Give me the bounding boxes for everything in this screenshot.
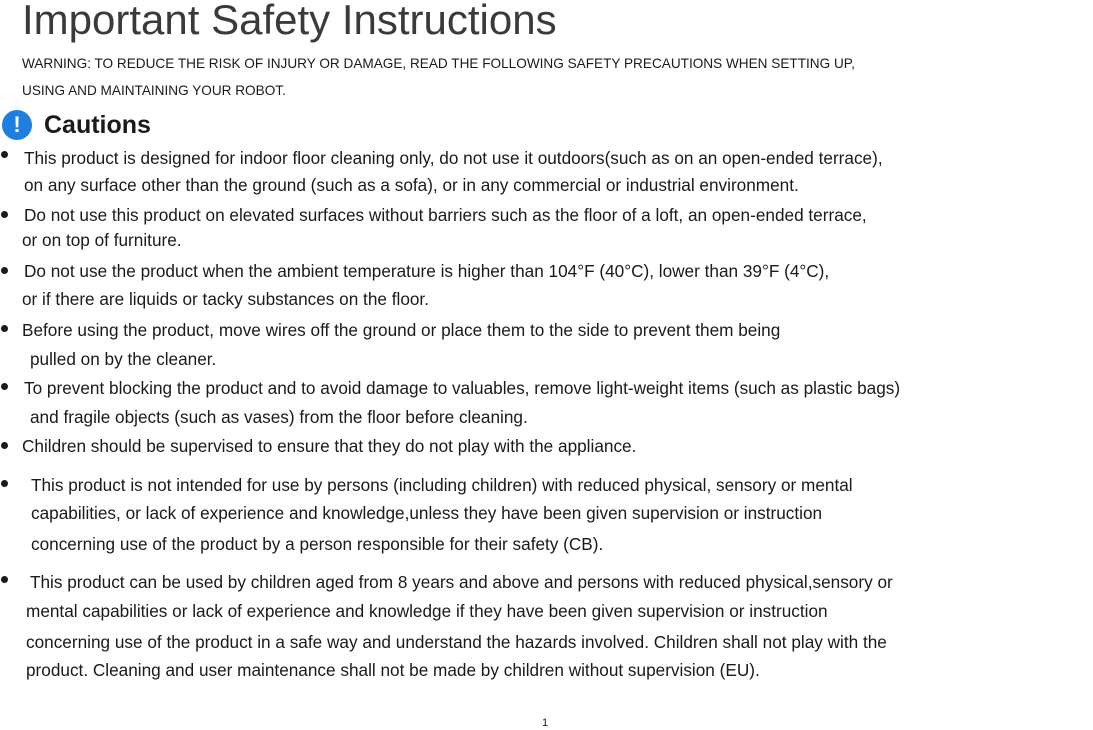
caution-line: Children should be supervised to ensure that they do not play with the appliance.	[22, 436, 637, 456]
caution-line: To prevent blocking the product and to avoid damage to valuables, remove light-weight items (such as plastic bags)	[24, 378, 901, 398]
bullet-dot	[1, 383, 8, 390]
caution-line: product. Cleaning and user maintenance shall not be made by children without supervision (EU).	[26, 660, 760, 680]
caution-line: Before using the product, move wires off the ground or place them to the side to prevent them being	[22, 320, 781, 340]
caution-line: and fragile objects (such as vases) from the floor before cleaning.	[30, 407, 528, 427]
bullet-dot	[1, 211, 8, 218]
caution-line: on any surface other than the ground (such as a sofa), or in any commercial or industrial environment.	[24, 175, 799, 195]
bullet-dot	[1, 267, 8, 274]
bullet-dot	[1, 480, 8, 487]
caution-line: This product can be used by children aged from 8 years and above and persons with reduced physical,sensory or	[30, 572, 893, 592]
bullet-dot	[1, 151, 8, 158]
warning-line-2: USING AND MAINTAINING YOUR ROBOT.	[22, 83, 286, 98]
caution-line: Do not use this product on elevated surfaces without barriers such as the floor of a loft, an open-ended terrace,	[24, 205, 867, 225]
caution-line: or on top of furniture.	[22, 230, 182, 250]
bullet-dot	[1, 325, 8, 332]
caution-line: or if there are liquids or tacky substances on the floor.	[22, 289, 429, 309]
page-number: 1	[542, 717, 549, 729]
caution-line: mental capabilities or lack of experience and knowledge if they have been given supervision or instruction	[26, 601, 828, 621]
caution-line: This product is not intended for use by persons (including children) with reduced physical, sensory or mental	[31, 475, 853, 495]
warning-notice	[22, 50, 1082, 104]
caution-line: This product is designed for indoor floor cleaning only, do not use it outdoors(such as on an open-ended terrace),	[24, 148, 883, 168]
bullet-dot	[1, 442, 8, 449]
bullet-dot	[1, 576, 8, 583]
cautions-heading	[2, 110, 151, 140]
cautions-label: Cautions	[44, 110, 151, 139]
caution-line: capabilities, or lack of experience and knowledge,unless they have been given supervision or instruction	[31, 503, 823, 523]
caution-line: Do not use the product when the ambient temperature is higher than 104°F (40°C), lower than 39°F (4°C),	[24, 261, 830, 281]
caution-line: concerning use of the product in a safe way and understand the hazards involved. Children shall not play with the	[26, 632, 887, 652]
caution-line: pulled on by the cleaner.	[30, 349, 217, 369]
page-title: Important Safety Instructions	[22, 0, 557, 43]
exclamation-icon: !	[2, 110, 32, 140]
warning-line-1: WARNING: TO REDUCE THE RISK OF INJURY OR DAMAGE, READ THE FOLLOWING SAFETY PRECAUTIONS WHEN SETTING UP,	[22, 56, 855, 71]
caution-line: concerning use of the product by a person responsible for their safety (CB).	[31, 534, 604, 554]
